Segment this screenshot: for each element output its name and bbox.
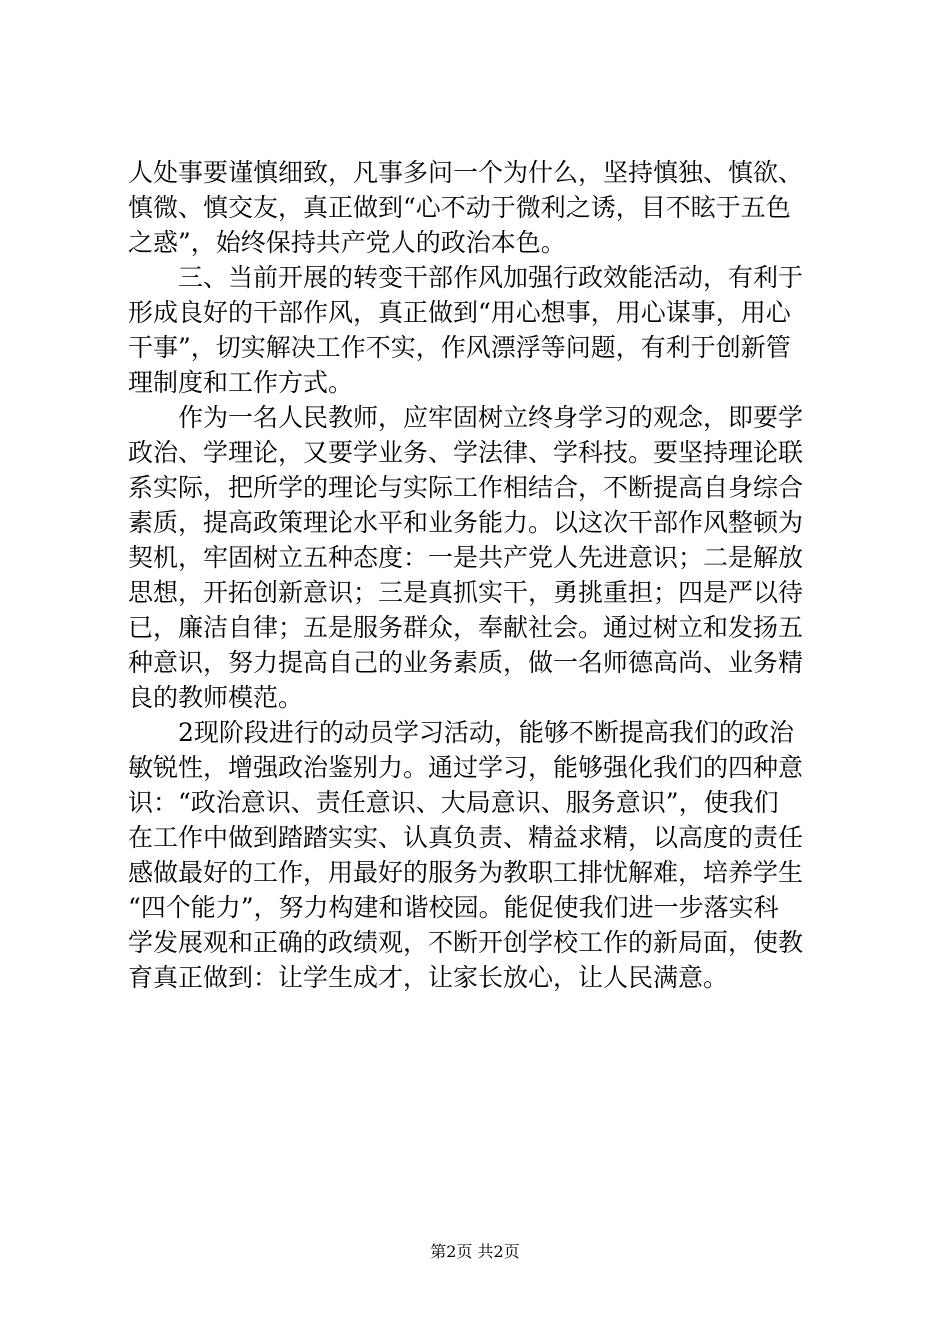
body-line: 慎微、慎交友，真正做到“心不动于微利之诱，目不眩于五色 <box>128 193 791 222</box>
body-line: 干事”，切实解决工作不实，作风漂浮等问题，有利于创新管 <box>128 333 791 362</box>
body-line: 理制度和工作方式。 <box>128 368 354 397</box>
body-line: 系实际，把所学的理论与实际工作相结合，不断提高自身综合 <box>128 473 804 502</box>
body-line: 种意识，努力提高自己的业务素质，做一名师德高尚、业务精 <box>128 648 804 677</box>
body-line: 素质，提高政策理论水平和业务能力。以这次干部作风整顿为 <box>128 508 804 537</box>
body-line: 人处事要谨慎细致，凡事多问一个为什么，坚持慎独、慎欲、 <box>128 158 804 187</box>
body-line: 思想，开拓创新意识；三是真抓实干，勇挑重担；四是严以待 <box>128 578 804 607</box>
body-line: 契机，牢固树立五种态度：一是共产党人先进意识；二是解放 <box>128 543 804 572</box>
body-line: “四个能力”，努力构建和谐校园。能促使我们进一步落实科 <box>128 893 779 922</box>
body-line: 三、当前开展的转变干部作风加强行政效能活动，有利于 <box>128 263 804 292</box>
document-body <box>128 155 828 995</box>
body-line: 已，廉洁自律；五是服务群众，奉献社会。通过树立和发扬五 <box>128 613 804 642</box>
body-line: 学发展观和正确的政绩观，不断开创学校工作的新局面，使教 <box>128 928 804 957</box>
body-line: 政治、学理论，又要学业务、学法律、学科技。要坚持理论联 <box>128 438 804 467</box>
body-line: 形成良好的干部作风，真正做到“用心想事，用心谋事，用心 <box>128 298 791 327</box>
body-line: 之惑”，始终保持共产党人的政治本色。 <box>128 228 566 257</box>
body-line: 在工作中做到踏踏实实、认真负责、精益求精，以高度的责任 <box>128 823 804 852</box>
body-line: 2现阶段进行的动员学习活动，能够不断提高我们的政治 <box>128 718 794 747</box>
body-line: 良的教师模范。 <box>128 683 304 712</box>
body-line: 识：“政治意识、责任意识、大局意识、服务意识”，使我们 <box>128 788 779 817</box>
body-line: 敏锐性，增强政治鉴别力。通过学习，能够强化我们的四种意 <box>128 753 804 782</box>
body-line: 育真正做到：让学生成才，让家长放心，让人民满意。 <box>128 963 729 992</box>
page-number-footer: 第2页 共2页 <box>430 1242 520 1261</box>
body-line: 感做最好的工作，用最好的服务为教职工排忧解难，培养学生 <box>128 858 804 887</box>
body-line: 作为一名人民教师，应牢固树立终身学习的观念，即要学 <box>128 403 804 432</box>
